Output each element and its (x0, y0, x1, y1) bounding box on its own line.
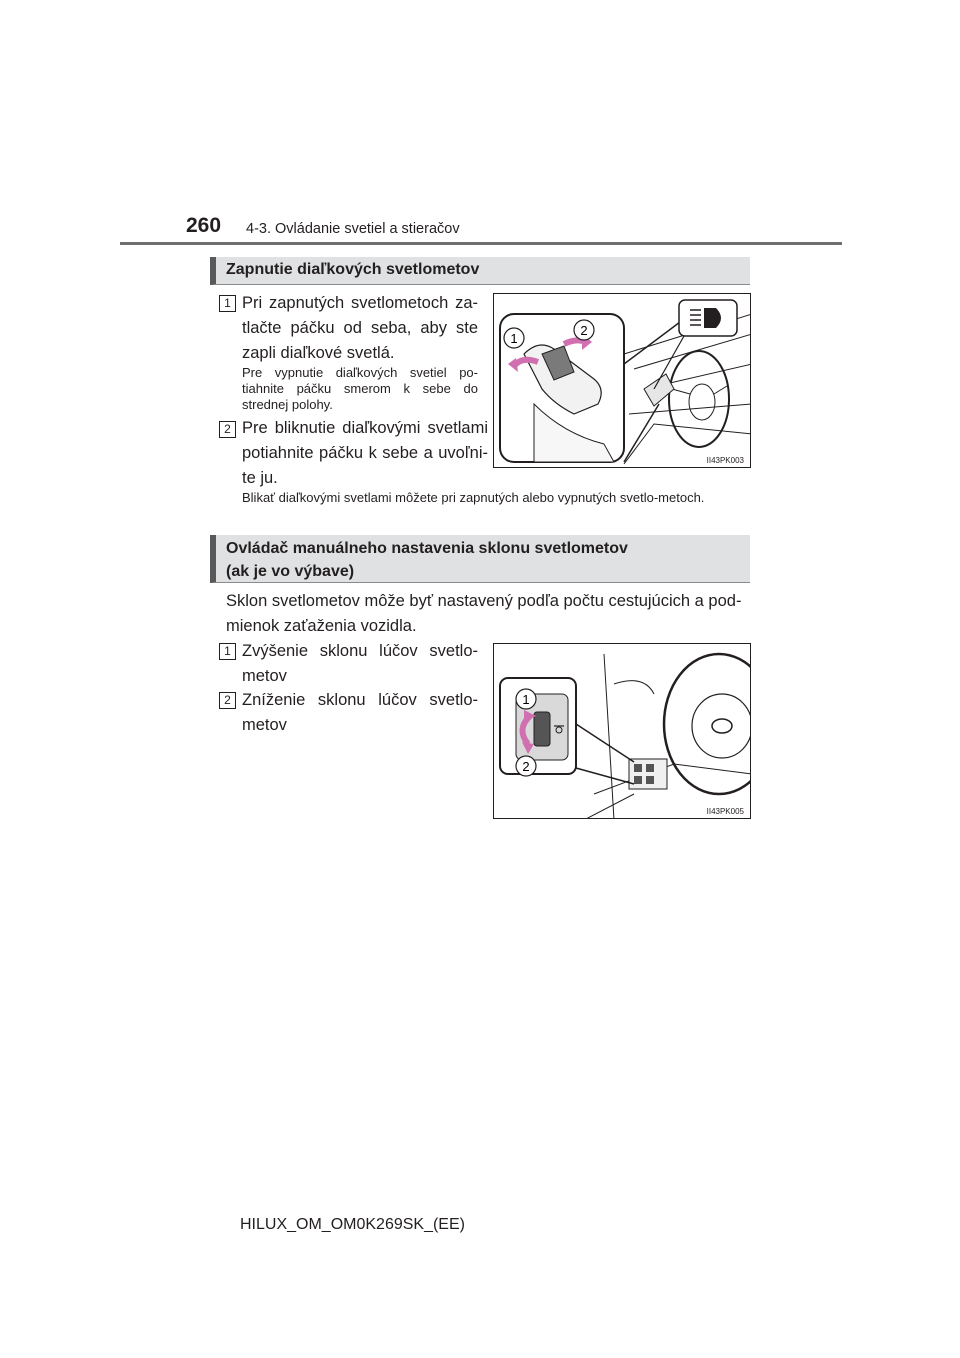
step-text: Zníženie sklonu lúčov svetlo-metov (242, 691, 478, 734)
step-number-badge: 1 (219, 295, 236, 312)
page-number: 260 (186, 214, 222, 237)
footer-doc-id: HILUX_OM_OM0K269SK_(EE) (240, 1216, 465, 1233)
section-heading-line1: Ovládač manuálneho nastavenia sklonu svetlometov (226, 540, 628, 557)
leveling-illustration (494, 644, 751, 819)
callout-2: 2 (580, 323, 588, 338)
section-heading-text: Zapnutie diaľkových svetlometov (226, 261, 480, 278)
step-number-badge: 2 (219, 692, 236, 709)
chapter-title: 4-3. Ovládanie svetiel a stieračov (246, 221, 460, 237)
lever-illustration (494, 294, 751, 468)
step-number-badge: 2 (219, 421, 236, 438)
figure-leveling-dial (493, 643, 751, 819)
section-note: Blikať diaľkovými svetlami môžete pri zapnutých alebo vypnutých svetlo-metoch. (242, 490, 705, 505)
section-intro: Sklon svetlometov môže byť nastavený podľa počtu cestujúcich a pod-mienok zaťaženia vozidla. (226, 592, 742, 635)
high-beam-icon (704, 308, 721, 328)
header-divider (120, 242, 842, 245)
figure-headlight-lever (493, 293, 751, 468)
section-heading-high-beam (210, 257, 750, 285)
step-text: Pre bliknutie diaľkovými svetlami potiahnite páčku k sebe a uvoľni-te ju. (242, 419, 488, 487)
figure-code: II43PK005 (706, 807, 744, 816)
step-number-badge: 1 (219, 643, 236, 660)
step-note: Pre vypnutie diaľkových svetiel po-tiahnite páčku smerom k sebe do strednej polohy. (242, 365, 478, 412)
step-text: Zvýšenie sklonu lúčov svetlo-metov (242, 642, 478, 685)
callout-1: 1 (510, 331, 518, 346)
section-heading-leveling (210, 535, 750, 583)
callout-2: 2 (522, 759, 530, 774)
step-text: Pri zapnutých svetlometoch za-tlačte páčku od seba, aby ste zapli diaľkové svetlá. (242, 294, 478, 362)
section-heading-line2: (ak je vo výbave) (226, 563, 355, 580)
callout-1: 1 (522, 692, 530, 707)
figure-code: II43PK003 (706, 456, 744, 465)
